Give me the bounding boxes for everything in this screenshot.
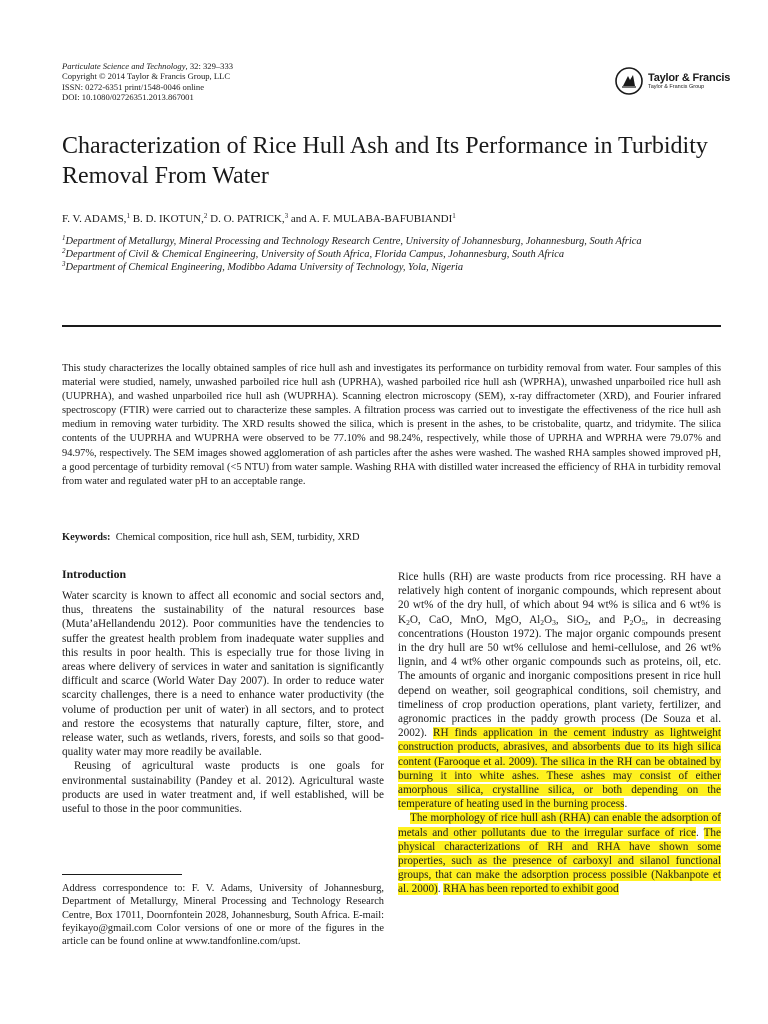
text-run: O, CaO, MnO, MgO, Al bbox=[409, 613, 541, 626]
text-run: , and P bbox=[588, 613, 630, 626]
footnote-divider bbox=[62, 874, 182, 875]
affiliation-list bbox=[62, 236, 722, 274]
highlighted-text[interactable]: The morphology of rice hull ash (RHA) can enable the adsorption of metals and other pollutants due to the irregular surface of rice bbox=[398, 812, 721, 839]
text-run: O bbox=[633, 613, 642, 626]
text-run: . bbox=[437, 883, 444, 896]
author: F. V. ADAMS, bbox=[62, 213, 127, 225]
journal-citation bbox=[62, 61, 233, 71]
subscript: 3 bbox=[552, 617, 556, 627]
keywords-label: Keywords: bbox=[62, 532, 111, 543]
author-list bbox=[62, 213, 456, 226]
text-run: . bbox=[695, 826, 704, 839]
keywords bbox=[62, 531, 359, 544]
author: B. D. IKOTUN, bbox=[129, 213, 204, 225]
header-divider bbox=[62, 325, 721, 327]
right-column bbox=[398, 570, 721, 897]
affiliation bbox=[62, 246, 722, 262]
affiliation-text: Department of Civil & Chemical Engineering, University of South Africa, Florida Campus, Johannesburg, South Africa bbox=[65, 248, 565, 260]
subscript: 5 bbox=[641, 617, 646, 627]
author-affil-mark: 1 bbox=[452, 212, 456, 220]
subscript: 2 bbox=[540, 617, 545, 627]
author-affil-mark: 1 bbox=[126, 212, 130, 220]
publisher-name: Taylor & Francis bbox=[648, 71, 731, 84]
correspondence-footnote: Address correspondence to: F. V. Adams, University of Johannesburg, Department of Metallurgy, Mineral Processing and Technology Research Centre, Box 17011, Doornfontein 2028, Johannesburg, South Africa. E-mail: feyikayo@gmail.com Color versions of one or more of the figures in the article can be found online at www.tandfonline.com/upst. bbox=[62, 883, 384, 948]
text-run: , in decreasing concentrations (Houston 1972). The major organic compounds present in the dry hull are 50 wt% cellulose and hemi-cellulose, and 26 wt% lignin, and 4 wt% other organic compounds such as proteins, oil, etc. The amounts of organic and inorganic compositions present in rice hull depend on weather, soil geographical conditions, soil chemistry, and timeliness of crop production operations, plant variety, fertilizer, and agronomic practices in the paddy growth process (De Souza et al. 2002). bbox=[398, 613, 721, 740]
doi-line: DOI: 10.1080/02726351.2013.867001 bbox=[62, 92, 194, 103]
publisher-emblem-icon bbox=[614, 66, 644, 96]
affiliation-mark: 2 bbox=[62, 246, 66, 255]
highlighted-text[interactable]: RH finds application in the cement industry as lightweight construction products, abrasives, and absorbents due to its high silica content (Farooque et al. 2009). The silica in the RH can be obtained by burning it into white ashes. These ashes may consist of either amorphous silica, crystalline silica, or both depending on the temperature of heating used in the burning process bbox=[398, 727, 721, 811]
body-paragraph bbox=[398, 570, 721, 811]
text-run: . bbox=[624, 798, 628, 811]
journal-meta bbox=[62, 61, 233, 103]
highlighted-text[interactable]: The physical characterizations of RH and RHA have shown some properties, such as the presence of carboxyl and silanol functional groups, that can make the adsorption process possible (Nakbanpote et al. 2000) bbox=[398, 826, 721, 896]
affiliation-text: Department of Metallurgy, Mineral Processing and Technology Research Centre, University of Johannesburg, Johannesburg, South Africa bbox=[65, 236, 642, 247]
affiliation-mark: 1 bbox=[62, 234, 66, 242]
article-title: Characterization of Rice Hull Ash and Its Performance in Turbidity Removal From Water bbox=[62, 133, 708, 189]
highlighted-text[interactable]: RHA has been reported to exhibit good bbox=[443, 883, 619, 896]
subscript: 2 bbox=[406, 617, 410, 627]
intro-paragraph: Water scarcity is known to affect all economic and social sectors and, thus, threatens the sustainability of the natural resources base (Muta’aHellandendu 2012). Poor communities have the tendencies to suffer the greatest health problem from inadequate water supplies and this results in poor health. This is especially true for those living in areas where delivery of services in water and sanitation is significantly difficult and scarce (World Water Day 2007). In order to reduce water scarcity challenges, there is a need to enhance water productivity (the volume of production per unit of water) in all sectors, and to protect and restore the ecosystems that naturally capture, filter, store, and release water, such as wetlands, rivers, forests, and soils so that good-quality water may more readily be available. bbox=[62, 590, 384, 759]
journal-volume: , 32: 329–333 bbox=[185, 61, 234, 71]
intro-paragraph: Reusing of agricultural waste products is one goals for environmental sustainability (Pandey et al. 2012). Agricultural waste products are used in water treatment and, if well established, will be useful to those in the poor communities. bbox=[62, 760, 384, 816]
journal-name: Particulate Science and Technology bbox=[62, 61, 186, 71]
author: D. O. PATRICK, bbox=[207, 213, 285, 225]
affiliation-mark: 3 bbox=[62, 259, 66, 268]
left-column bbox=[62, 589, 384, 816]
publisher-subname: Taylor & Francis Group bbox=[648, 83, 705, 90]
text-run: O bbox=[544, 613, 553, 626]
section-heading-introduction: Introduction bbox=[62, 567, 127, 581]
text-run: , SiO bbox=[555, 613, 585, 626]
body-paragraph bbox=[398, 811, 721, 896]
issn-line: ISSN: 0272-6351 print/1548-0046 online bbox=[62, 81, 205, 92]
subscript: 2 bbox=[584, 617, 589, 627]
abstract: This study characterizes the locally obtained samples of rice hull ash and investigates its performance on turbidity removal from water. Four samples of this material were studied, namely, unwashed parboiled rice hull ash (UPRHA), washed parboiled rice hull ash (WPRHA), unwashed unparboiled rice hull ash (UUPRHA), and washed unparboiled rice hull ash (WUPRHA). Scanning electron microscopy (SEM), x-ray diffractometer (XRD), and Fourier infrared spectroscopy (FTIR) were carried out to characterize these samples. A filtration process was carried out to investigate the effectiveness of the rice hull ash medium in removing water turbidity. The XRD results showed the silica, which is present in the ashes, to be cristobalite, quartz, and tridymite. The silica contents of the UUPRHA and WUPRHA were observed to be 77.10% and 98.24%, respectively, while those of UPRHA and WPRHA were 79.07% and 94.97%, respectively. The SEM images showed agglomeration of ash particles after the ashes were washed. The washed RHA samples showed improved pH, a good percentage of turbidity removal (<5 NTU) from water sample. Washing RHA with distilled water increased the efficiency of RHA in turbidity removal from water and regulated water pH to an acceptable range. bbox=[62, 363, 721, 487]
copyright-line: Copyright © 2014 Taylor & Francis Group, LLC bbox=[62, 71, 231, 82]
author-affil-mark: 3 bbox=[284, 212, 289, 220]
keywords-text: Chemical composition, rice hull ash, SEM, turbidity, XRD bbox=[115, 532, 360, 543]
affiliation bbox=[62, 236, 722, 249]
text-run: Rice hulls (RH) are waste products from rice processing. RH have a relatively high content of inorganic compounds, which represent about 20 wt% of the dry hull, of which about 94 wt% is silica and 6 wt% is K bbox=[398, 571, 721, 626]
subscript: 2 bbox=[629, 617, 634, 627]
publisher-logo bbox=[614, 66, 730, 96]
affiliation-text: Department of Chemical Engineering, Modibbo Adama University of Technology, Yola, Nigeria bbox=[65, 261, 464, 273]
author: and A. F. MULABA-BAFUBIANDI bbox=[288, 213, 453, 225]
affiliation bbox=[62, 259, 722, 275]
author-affil-mark: 2 bbox=[203, 212, 208, 220]
